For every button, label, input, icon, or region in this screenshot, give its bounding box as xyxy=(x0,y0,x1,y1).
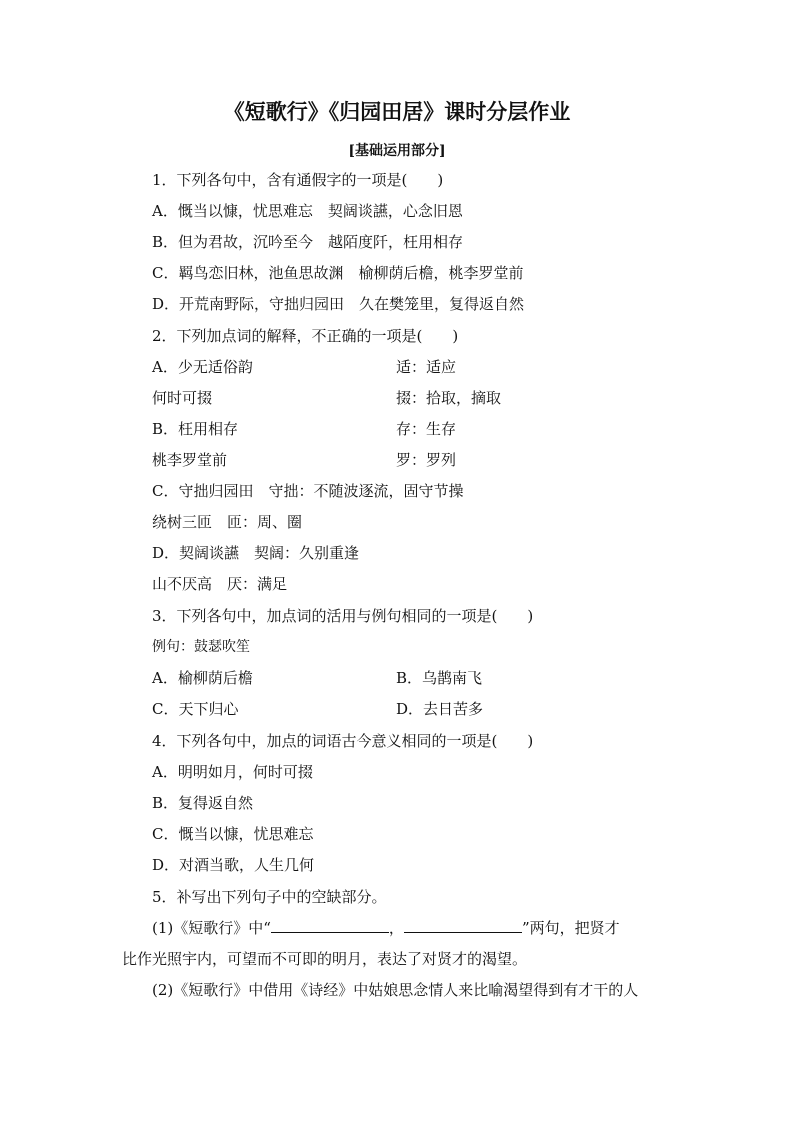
section-heading: [基础运用部分] xyxy=(348,143,446,159)
q2-option-d-line2: 山不厌高 厌：满足 xyxy=(152,575,288,593)
q3-option-c: C．天下归心 xyxy=(152,700,239,718)
q2-option-b-line2: 桃李罗堂前 xyxy=(152,451,228,469)
q2-option-d-line1: D．契阔谈讌 契阔：久别重逢 xyxy=(152,544,360,562)
q5-stem: 5．补写出下列句子中的空缺部分。 xyxy=(152,888,387,906)
q2-option-c-line1: C．守拙归园田 守拙：不随波逐流，固守节操 xyxy=(152,482,464,500)
q5-sub1-line1 xyxy=(152,918,620,938)
q1-option-b: B．但为君故，沉吟至今 越陌度阡，枉用相存 xyxy=(152,233,464,251)
q5-sub2-line1: (2)《短歌行》中借用《诗经》中姑娘思念情人来比喻渴望得到有才干的人 xyxy=(152,981,639,999)
q2-stem: 2．下列加点词的解释，不正确的一项是( ) xyxy=(152,327,459,345)
q3-example: 例句：鼓瑟吹笙 xyxy=(152,639,250,655)
q1-option-c: C．羁鸟恋旧林，池鱼思故渊 榆柳荫后檐，桃李罗堂前 xyxy=(152,264,524,282)
q2-option-b-line1-explain: 存：生存 xyxy=(396,420,457,438)
q2-option-a-line2: 何时可掇 xyxy=(152,389,213,407)
q5-sub1-line2: 比作光照宇内，可望而不可即的明月，表达了对贤才的渴望。 xyxy=(122,950,528,968)
q2-option-c-line2: 绕树三匝 匝：周、圈 xyxy=(152,513,303,531)
q5-sub1-suffix: ”两句，把贤才 xyxy=(521,919,620,937)
q2-option-a-line1-explain: 适：适应 xyxy=(396,358,457,376)
q4-option-d: D．对酒当歌，人生几何 xyxy=(152,856,315,874)
q2-option-b-line2-explain: 罗：罗列 xyxy=(396,451,457,469)
q2-option-a-line1: A．少无适俗韵 xyxy=(152,358,253,376)
q3-option-d: D．去日苦多 xyxy=(396,700,484,718)
q1-option-d: D．开荒南野际，守拙归园田 久在樊笼里，复得返自然 xyxy=(152,295,525,313)
q4-option-a: A．明明如月，何时可掇 xyxy=(152,763,313,781)
q4-stem: 4．下列各句中，加点的词语古今意义相同的一项是( ) xyxy=(152,732,534,750)
q1-option-a: A．慨当以慷，忧思难忘 契阔谈讌，心念旧恩 xyxy=(152,202,463,220)
q4-option-b: B．复得返自然 xyxy=(152,794,254,812)
q5-sub1-separator: ， xyxy=(388,919,404,937)
q3-option-a: A．榆柳荫后檐 xyxy=(152,669,253,687)
q2-option-b-line1: B．枉用相存 xyxy=(152,420,239,438)
page-title: 《短歌行》《归园田居》课时分层作业 xyxy=(223,100,571,124)
q5-blank-2[interactable] xyxy=(404,918,522,933)
q2-option-a-line2-explain: 掇：拾取，摘取 xyxy=(396,389,502,407)
q3-option-b: B．乌鹊南飞 xyxy=(396,669,483,687)
q3-stem: 3．下列各句中，加点词的活用与例句相同的一项是( ) xyxy=(152,607,534,625)
q1-stem: 1．下列各句中，含有通假字的一项是( ) xyxy=(152,171,444,189)
q5-sub1-prefix: (1)《短歌行》中“ xyxy=(152,919,271,937)
q4-option-c: C．慨当以慷，忧思难忘 xyxy=(152,825,314,843)
q5-blank-1[interactable] xyxy=(271,918,389,933)
